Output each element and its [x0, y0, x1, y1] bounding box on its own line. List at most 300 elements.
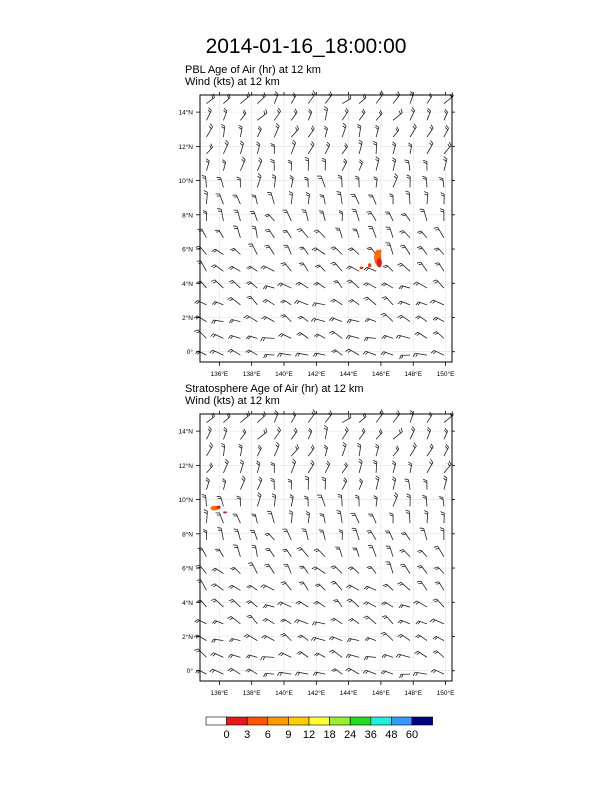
colorbar-swatch — [309, 717, 330, 725]
plot-area — [178, 409, 455, 697]
wind-barb — [368, 545, 376, 556]
wind-barb — [206, 427, 211, 440]
wind-barb — [366, 531, 376, 540]
wind-barb — [414, 282, 427, 288]
wind-barb — [240, 110, 245, 121]
wind-barb — [221, 124, 225, 137]
wind-barb — [261, 338, 275, 342]
wind-barb — [364, 586, 376, 590]
wind-barb — [342, 462, 347, 473]
wind-barb — [336, 510, 342, 523]
wind-barb — [277, 353, 291, 357]
wind-barb — [295, 353, 308, 356]
wind-barb — [434, 227, 444, 237]
colorbar-swatch — [330, 717, 351, 725]
x-tick-label: 150°E — [436, 371, 455, 378]
wind-barb — [444, 461, 451, 473]
wind-barb — [359, 109, 365, 120]
wind-barb — [217, 177, 224, 187]
wind-barb — [324, 126, 327, 137]
wind-barb — [233, 226, 240, 238]
wind-barb — [415, 635, 426, 641]
wind-barb — [206, 443, 212, 456]
wind-barb — [297, 333, 308, 339]
wind-barb — [405, 160, 410, 171]
wind-barb — [317, 495, 325, 506]
colorbar-swatch — [227, 717, 248, 725]
wind-barb — [355, 495, 359, 506]
wind-barb — [386, 227, 393, 238]
wind-barb — [232, 195, 240, 204]
wind-barb — [389, 194, 393, 204]
wind-barb — [257, 428, 267, 439]
x-tick-label: 146°E — [372, 690, 390, 697]
figure-title: 2014-01-16_18:00:00 — [205, 35, 407, 58]
wind-barb — [290, 175, 293, 187]
wind-barb — [234, 529, 241, 540]
wind-barb — [392, 461, 395, 473]
wind-barb — [304, 496, 308, 506]
wind-barb — [423, 479, 427, 489]
wind-barb — [319, 530, 325, 540]
wind-barb — [272, 175, 276, 188]
wind-barb — [374, 177, 378, 188]
wind-barb — [223, 108, 227, 120]
wind-barb — [223, 459, 228, 473]
wind-barb — [206, 144, 212, 154]
wind-barb — [198, 548, 207, 557]
wind-barb — [291, 140, 295, 154]
wind-barb — [278, 653, 291, 658]
colorbar-label: 12 — [302, 729, 316, 741]
wind-barb — [399, 286, 410, 289]
wind-barb — [265, 229, 274, 237]
colorbar-label: 9 — [285, 729, 292, 741]
wind-barb — [299, 247, 308, 254]
wind-barb — [441, 193, 445, 205]
wind-barb — [308, 90, 315, 103]
wind-barb — [324, 425, 328, 439]
wind-barb — [263, 605, 274, 608]
wind-barb — [413, 353, 427, 357]
wind-barb — [376, 91, 383, 104]
y-tick-label: 14°N — [178, 428, 193, 436]
wind-barb — [198, 229, 207, 238]
panel-title-line1: Stratosphere Age of Air (hr) at 12 km — [185, 383, 364, 395]
wind-barb — [265, 533, 275, 540]
wind-barb — [274, 123, 279, 137]
wind-barb — [382, 335, 393, 338]
wind-barb — [272, 494, 276, 507]
wind-barb — [315, 265, 325, 271]
wind-barb — [338, 494, 342, 506]
wind-barb — [297, 652, 308, 658]
age-of-air-patch — [223, 511, 227, 513]
wind-barb — [212, 621, 223, 624]
wind-barb — [382, 297, 393, 305]
colorbar — [206, 717, 433, 741]
wind-barb — [262, 635, 275, 640]
wind-barb — [346, 668, 359, 674]
wind-barb — [427, 93, 432, 104]
wind-barb — [311, 637, 325, 641]
wind-barb — [211, 599, 223, 607]
age-of-air-patch — [377, 258, 382, 268]
wind-barb — [335, 547, 342, 557]
wind-barb — [297, 548, 308, 557]
x-tick-label: 144°E — [339, 690, 358, 697]
y-tick-label: 4°N — [182, 599, 193, 607]
wind-barb — [308, 409, 315, 422]
wind-barb — [211, 265, 223, 272]
wind-barb — [264, 564, 274, 573]
wind-barb — [308, 460, 314, 473]
wind-barb — [331, 247, 342, 255]
wind-barb — [359, 140, 363, 154]
wind-barb — [274, 442, 279, 456]
wind-barb — [234, 210, 241, 221]
wind-barb — [382, 616, 393, 624]
wind-barb — [295, 672, 308, 675]
wind-barb — [298, 316, 309, 322]
wind-barb — [204, 191, 208, 205]
wind-barb — [313, 672, 325, 675]
wind-barb — [222, 160, 225, 171]
wind-barb — [367, 247, 376, 254]
wind-barb — [434, 546, 444, 556]
wind-barb — [283, 245, 291, 254]
wind-barb — [333, 281, 342, 288]
wind-barb — [264, 354, 275, 358]
panel-title-line2: Wind (kts) at 12 km — [185, 76, 280, 88]
wind-barb — [282, 529, 291, 540]
wind-barb — [398, 634, 410, 640]
colorbar-swatch — [206, 717, 227, 725]
wind-barb — [278, 334, 291, 339]
wind-barb — [229, 266, 241, 271]
wind-barb — [331, 618, 343, 624]
x-tick-label: 148°E — [404, 690, 423, 697]
wind-barb — [308, 445, 314, 456]
wind-barb — [240, 157, 245, 171]
y-tick-label: 10°N — [178, 497, 193, 505]
colorbar-swatch — [391, 717, 412, 725]
wind-barb — [324, 445, 327, 456]
wind-barb — [257, 109, 267, 120]
wind-barb — [359, 479, 362, 490]
wind-barb — [304, 177, 308, 187]
wind-barb — [212, 320, 224, 323]
wind-barb — [251, 195, 257, 204]
x-tick-label: 140°E — [275, 690, 293, 697]
wind-barb — [299, 566, 308, 573]
wind-barb — [229, 585, 241, 590]
wind-barb — [212, 568, 224, 573]
wind-barb — [298, 635, 309, 641]
wind-barb — [250, 212, 257, 221]
wind-barb — [398, 582, 410, 590]
wind-barb — [329, 650, 342, 657]
wind-barb — [223, 427, 227, 439]
wind-barb — [342, 414, 351, 423]
wind-barb — [422, 495, 427, 506]
wind-barb — [291, 412, 296, 423]
y-tick-label: 12°N — [178, 143, 193, 151]
wind-barb — [291, 93, 296, 104]
wind-barb — [405, 510, 410, 523]
wind-barb — [413, 672, 427, 676]
x-tick-label: 140°E — [275, 371, 293, 378]
wind-barb — [240, 460, 243, 473]
wind-barb — [435, 582, 444, 591]
wind-barb — [414, 601, 427, 607]
wind-barb — [211, 334, 224, 339]
wind-barb — [228, 668, 241, 674]
colorbar-label: 36 — [364, 729, 377, 741]
wind-barb — [416, 621, 427, 624]
wind-barb — [322, 477, 326, 490]
wind-barb — [342, 427, 348, 439]
wind-barb — [240, 476, 245, 490]
age-of-air-patch — [217, 506, 221, 509]
wind-barb — [291, 109, 297, 120]
wind-barb — [277, 672, 291, 676]
wind-barb — [256, 461, 259, 473]
wind-barb — [366, 212, 376, 221]
wind-barb — [405, 479, 410, 490]
wind-barb — [349, 618, 360, 623]
wind-barb — [357, 443, 360, 456]
wind-barb — [251, 514, 257, 523]
wind-barb — [265, 214, 275, 221]
wind-barb — [346, 349, 359, 355]
wind-barb — [365, 637, 376, 640]
wind-barb — [261, 585, 275, 591]
wind-barb — [257, 158, 262, 171]
wind-barb — [211, 584, 223, 591]
wind-barb — [347, 638, 359, 641]
wind-barb — [308, 126, 314, 137]
wind-barb — [291, 459, 295, 473]
wind-barb — [274, 92, 278, 104]
wind-barb — [433, 599, 444, 607]
wind-barb — [393, 410, 400, 422]
wind-barb — [375, 125, 378, 137]
wind-barb — [381, 671, 393, 675]
wind-barb — [299, 582, 308, 591]
wind-barb — [247, 615, 258, 624]
wind-barb — [424, 191, 428, 204]
wind-barb — [325, 142, 330, 154]
wind-barb — [417, 565, 427, 573]
wind-barb — [270, 159, 274, 170]
wind-barb — [206, 478, 209, 490]
wind-barb — [239, 444, 242, 456]
wind-barb — [297, 229, 308, 238]
wind-barb — [433, 636, 444, 640]
wind-barb — [346, 335, 359, 338]
wind-barb — [288, 479, 292, 490]
wind-barb — [386, 562, 394, 574]
wind-barb — [396, 654, 410, 658]
wind-barb — [393, 446, 399, 456]
wind-barb — [314, 549, 325, 557]
y-tick-label: 2°N — [182, 634, 193, 641]
wind-barb — [240, 411, 249, 422]
wind-barb — [240, 429, 245, 440]
wind-barb — [385, 531, 393, 540]
wind-barb — [247, 266, 258, 271]
wind-barb — [271, 462, 275, 472]
wind-barb — [263, 618, 275, 623]
wind-barb — [195, 300, 207, 304]
wind-barb — [257, 445, 261, 456]
colorbar-swatch — [350, 717, 371, 725]
x-tick-label: 148°E — [404, 371, 423, 378]
wind-barb — [278, 602, 292, 607]
wind-barb — [415, 332, 427, 338]
x-tick-label: 136°E — [210, 371, 229, 378]
y-tick-label: 12°N — [178, 462, 193, 470]
wind-barb — [398, 263, 410, 271]
wind-barb — [211, 280, 223, 288]
wind-barb — [368, 514, 376, 523]
wind-barb — [392, 142, 395, 154]
x-tick-label: 138°E — [242, 690, 261, 697]
wind-barb — [359, 428, 365, 439]
wind-barb — [396, 335, 410, 339]
colorbar-label: 0 — [223, 729, 230, 741]
wind-barb — [439, 178, 444, 188]
wind-barb — [333, 600, 342, 607]
wind-barb — [398, 315, 410, 321]
wind-barb — [204, 510, 208, 524]
wind-barb — [430, 619, 444, 624]
wind-barb — [325, 461, 330, 473]
wind-barb — [399, 231, 410, 238]
age-of-air-patch — [360, 266, 364, 269]
wind-barb — [417, 581, 427, 590]
plot-area — [178, 90, 455, 378]
wind-barb — [373, 460, 377, 473]
wind-barb — [314, 334, 325, 338]
wind-barb — [398, 620, 410, 624]
wind-barb — [433, 651, 444, 658]
colorbar-swatch — [371, 717, 392, 725]
wind-barb — [250, 531, 257, 540]
wind-barb — [351, 513, 360, 523]
y-tick-label: 8°N — [182, 212, 193, 220]
wind-barb — [373, 141, 377, 154]
wind-barb — [342, 159, 347, 171]
wind-barb — [423, 160, 427, 170]
wind-barb — [427, 140, 433, 153]
wind-barb — [291, 125, 298, 137]
wind-barb — [410, 427, 415, 440]
wind-barb — [203, 529, 207, 540]
wind-barb — [431, 350, 444, 355]
wind-barb — [299, 263, 308, 272]
wind-barb — [306, 192, 310, 204]
wind-barb — [325, 410, 332, 422]
wind-barb — [311, 318, 325, 322]
wind-barb — [439, 497, 444, 507]
wind-barb — [202, 175, 207, 187]
x-tick-label: 150°E — [436, 690, 455, 697]
wind-barb — [315, 584, 325, 590]
wind-barb — [240, 92, 249, 103]
wind-barb — [351, 194, 360, 204]
wind-barb — [444, 125, 449, 137]
wind-barb — [228, 616, 241, 623]
wind-barb — [383, 265, 393, 271]
wind-barb — [386, 243, 394, 255]
wind-barb — [252, 226, 258, 238]
wind-barb — [206, 124, 212, 137]
wind-barb — [228, 654, 240, 657]
wind-barb — [342, 143, 347, 154]
wind-barb — [444, 142, 451, 154]
wind-barb — [228, 335, 240, 338]
wind-barb — [274, 108, 280, 120]
wind-barb — [197, 580, 207, 591]
wind-barb — [359, 459, 363, 473]
wind-barb — [444, 444, 449, 456]
wind-barb — [283, 564, 291, 573]
wind-barb — [282, 210, 291, 221]
wind-barb — [325, 91, 332, 103]
wind-barb — [324, 106, 328, 120]
wind-barb — [308, 141, 314, 154]
wind-barb — [376, 410, 383, 423]
wind-barb — [389, 513, 393, 523]
wind-barb — [375, 157, 379, 171]
wind-barb — [247, 585, 258, 590]
wind-barb — [342, 95, 351, 104]
wind-barb — [399, 605, 410, 608]
wind-barb — [393, 91, 400, 103]
wind-barb — [339, 210, 343, 221]
wind-barb — [331, 262, 343, 271]
wind-barb — [405, 191, 410, 204]
colorbar-swatch — [288, 717, 309, 725]
wind-barb — [280, 619, 291, 624]
wind-barb — [392, 477, 395, 490]
wind-barb — [427, 427, 431, 439]
wind-barb — [322, 158, 326, 171]
wind-barb — [197, 261, 207, 272]
wind-barb — [212, 302, 223, 305]
wind-barb — [256, 142, 259, 154]
wind-barb — [385, 212, 393, 221]
wind-barb — [352, 548, 359, 557]
wind-barb — [313, 353, 325, 356]
wind-barb — [232, 514, 240, 523]
y-tick-label: 6°N — [182, 565, 193, 573]
wind-barb — [305, 476, 309, 490]
y-tick-label: 0° — [186, 668, 193, 676]
wind-barb — [314, 230, 325, 238]
wind-barb — [240, 141, 243, 154]
wind-barb — [212, 249, 224, 254]
y-tick-label: 4°N — [182, 280, 193, 288]
wind-barb — [289, 510, 293, 523]
wind-barb — [408, 143, 411, 154]
wind-barb — [346, 654, 359, 657]
wind-barb — [274, 411, 278, 423]
wind-barb — [206, 159, 209, 171]
wind-barb — [308, 109, 312, 120]
